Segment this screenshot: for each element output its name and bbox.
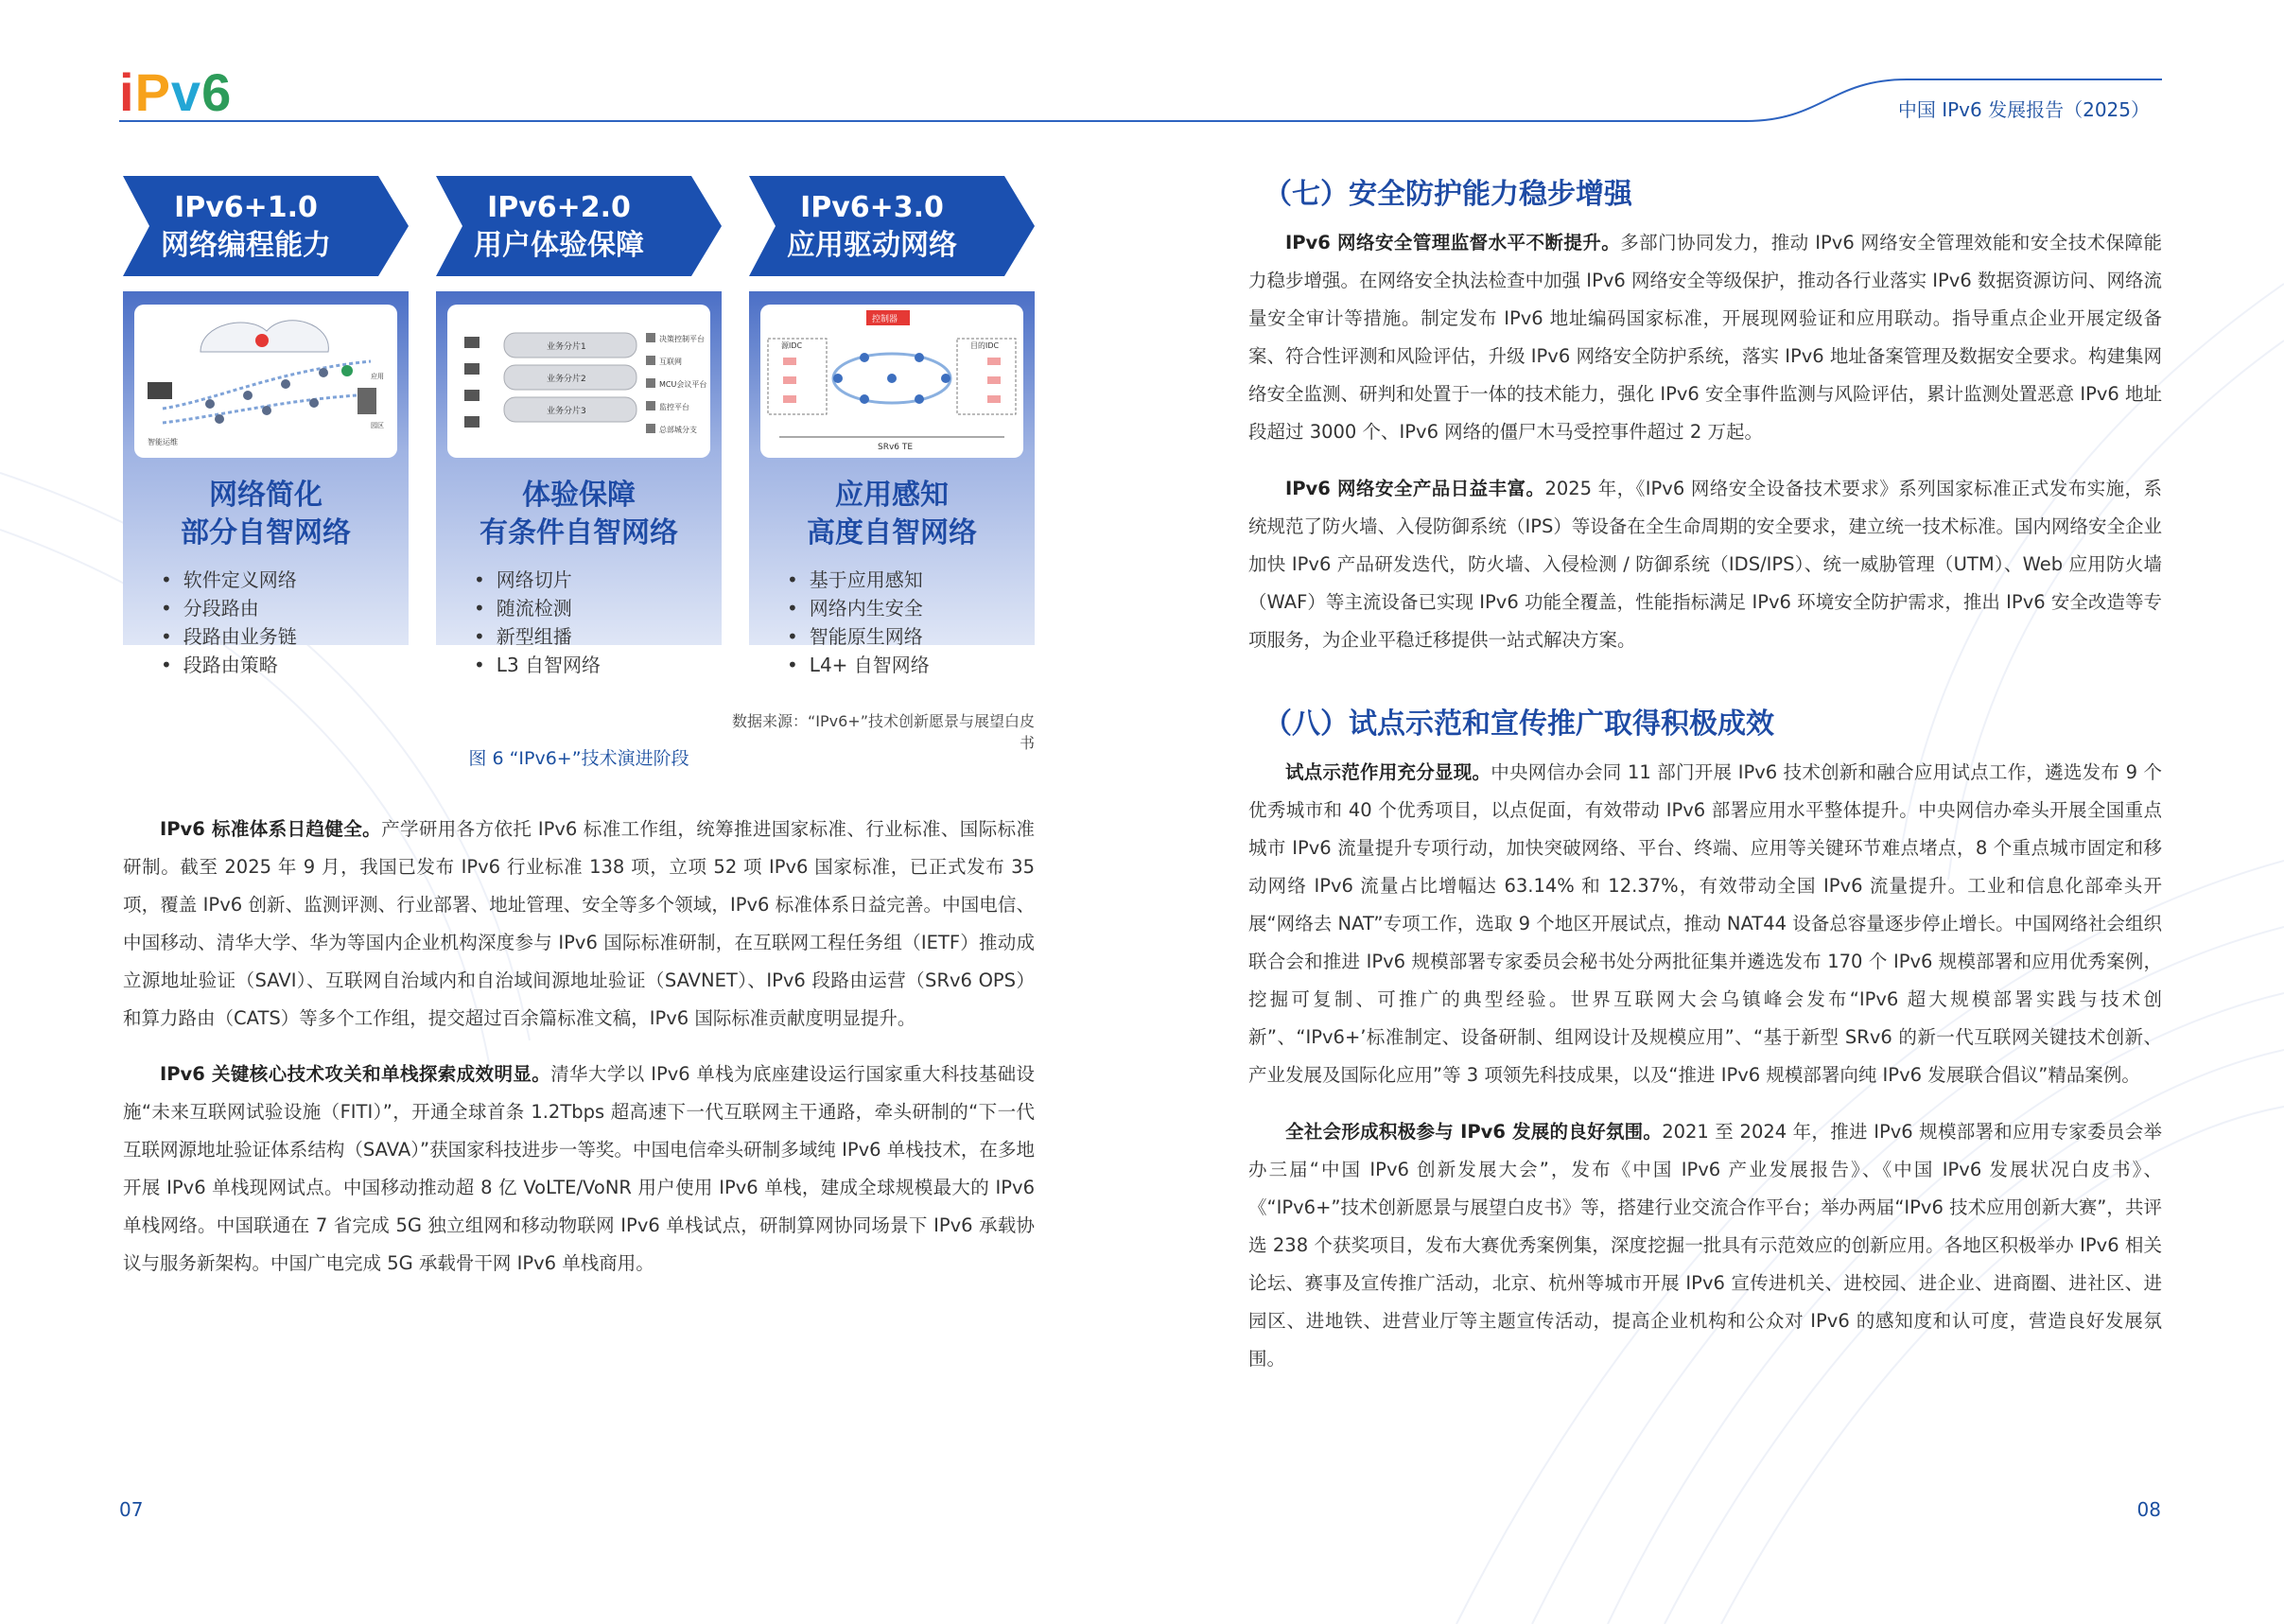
paragraph-lead: IPv6 标准体系日趋健全。 (160, 818, 382, 840)
paragraph-body: 2025 年，《IPv6 网络安全设备技术要求》系列国家标准正式发布实施，系统规范了防火墙、入侵防御系统（IPS）等设备在全生命周期的安全要求，建立统一技术标准。国内网络安全企业加快 IPv6 产品研发迭代，防火墙、入侵检测 / 防御系统（IDS/IPS）、统一威胁管理（UTM）、Web 应用防火墙（WAF）等主流设备已实现 IPv6 功能全覆盖，性能指标满足 IPv6 环境安全防护需求，推出 IPv6 安全改造等专项服务，为企业平稳迁移提供一站式解决方案。 (1248, 478, 2162, 651)
stage-subtitle: 部分自智网络 (181, 516, 351, 550)
slicing-diagram-image (447, 305, 710, 458)
paragraph-lead: IPv6 关键核心技术攻关和单栈探索成效明显。 (160, 1063, 551, 1085)
section-title: （八）试点示范和宣传推广取得积极成效 (1264, 707, 1774, 741)
figure-caption: 图 6 “IPv6+”技术演进阶段 (468, 748, 689, 769)
body-paragraph (1248, 754, 2162, 1094)
stage-title: 应用感知 (835, 479, 949, 512)
image-label: 控制器 (872, 315, 898, 324)
list-item: • 基于应用感知 (787, 566, 930, 594)
network-diagram-image (134, 305, 397, 458)
image-label: 业务分片2 (547, 375, 586, 384)
image-label: 总部城分支 (659, 426, 697, 434)
stage-feature-list (787, 566, 930, 679)
report-title: 中国 IPv6 发展报告（2025） (1897, 98, 2150, 121)
image-label: 园区 (371, 422, 384, 429)
paragraph-body: 多部门协同发力，推动 IPv6 网络安全管理效能和安全技术保障能力稳步增强。在网络安全执法检查中加强 IPv6 网络安全等级保护，推动各行业落实 IPv6 数据资源访问、网络流量安全审计等措施。制定发布 IPv6 地址编码国家标准，开展现网验证和应用联动。指导重点企业开展定级备案、符合性评测和风险评估，升级 IPv6 网络安全防护系统，落实 IPv6 地址备案管理及数据安全要求。构建集网络安全监测、研判和处置于一体的技术能力，强化 IPv6 安全事件监测与风险评估，累计监测处置恶意 IPv6 地址段超过 3000 个、IPv6 网络的僵尸木马受控事件超过 2 万起。 (1248, 232, 2162, 443)
list-item: • 段路由业务链 (161, 622, 297, 651)
stage-panel (123, 291, 409, 676)
stage-title: 网络简化 (209, 479, 323, 512)
paragraph-body: 产学研用各方依托 IPv6 标准工作组，统筹推进国家标准、行业标准、国际标准研制。截至 2025 年 9 月，我国已发布 IPv6 行业标准 138 项，立项 52 项 IPv6 国家标准，已正式发布 35 项，覆盖 IPv6 创新、监测评测、行业部署、地址管理、安全等多个领域，IPv6 标准体系日益完善。中国电信、中国移动、清华大学、华为等国内企业机构深度参与 IPv6 国际标准研制，在互联网工程任务组（IETF）推动成立源地址验证（SAVI）、互联网自治域内和自治域间源地址验证（SAVNET）、IPv6 段路由运营（SRv6 OPS）和算力路由（CATS）等多个工作组，提交超过百余篇标准文稿，IPv6 国际标准贡献度明显提升。 (123, 818, 1035, 1029)
stage-subtitle: 高度自智网络 (807, 516, 977, 550)
stage-capability: 用户体验保障 (474, 229, 644, 262)
stage-subtitle: 有条件自智网络 (479, 516, 678, 550)
image-label: 决策控制平台 (659, 335, 705, 343)
stage-panel (749, 291, 1035, 676)
image-label: 业务分片1 (547, 342, 586, 352)
page-number-left: 07 (119, 1498, 144, 1521)
list-item: • L3 自智网络 (474, 651, 601, 679)
image-label: 业务分片3 (547, 407, 586, 416)
list-item: • 网络切片 (474, 566, 601, 594)
stage-panel (436, 291, 722, 676)
section-title: （七）安全防护能力稳步增强 (1264, 178, 1632, 211)
list-item: • 新型组播 (474, 622, 601, 651)
paragraph-lead: 全社会形成积极参与 IPv6 发展的良好氛围。 (1285, 1121, 1663, 1143)
body-paragraph (1248, 224, 2162, 451)
image-label: 互联网 (659, 358, 682, 366)
paragraph-lead: IPv6 网络安全管理监督水平不断提升。 (1285, 232, 1621, 253)
image-label: MCU会议平台 (659, 380, 707, 389)
paragraph-lead: 试点示范作用充分显现。 (1285, 761, 1491, 783)
body-paragraph (1248, 1113, 2162, 1378)
image-label: 应用 (371, 373, 384, 380)
stage-capability: 网络编程能力 (161, 229, 331, 262)
image-label: 智能运维 (148, 438, 178, 446)
stage-feature-list (161, 566, 297, 679)
figure-source: 数据来源：“IPv6+”技术创新愿景与展望白皮书 (731, 712, 1035, 752)
list-item: • 智能原生网络 (787, 622, 930, 651)
body-paragraph (123, 811, 1035, 1038)
stage-capability: 应用驱动网络 (787, 229, 957, 262)
stage-version: IPv6+3.0 (800, 191, 944, 224)
page-number-right: 08 (2136, 1498, 2161, 1521)
list-item: • 分段路由 (161, 594, 297, 622)
image-label: 监控平台 (659, 403, 689, 411)
list-item: • 段路由策略 (161, 651, 297, 679)
list-item: • 随流检测 (474, 594, 601, 622)
image-label: SRv6 TE (878, 443, 914, 452)
list-item: • L4+ 自智网络 (787, 651, 930, 679)
srv6-diagram-image (760, 305, 1023, 458)
body-paragraph (123, 1056, 1035, 1283)
body-paragraph (1248, 470, 2162, 659)
stage-version: IPv6+2.0 (487, 191, 631, 224)
list-item: • 软件定义网络 (161, 566, 297, 594)
image-label: 源IDC (781, 341, 803, 350)
stage-feature-list (474, 566, 601, 679)
paragraph-body: 清华大学以 IPv6 单栈为底座建设运行国家重大科技基础设施“未来互联网试验设施（FITI）”，开通全球首条 1.2Tbps 超高速下一代互联网主干通路，牵头研制的“下一代互联网源地址验证体系结构（SAVA）”获国家科技进步一等奖。中国电信牵头研制多域纯 IPv6 单栈技术，在多地开展 IPv6 单栈现网试点。中国移动推动超 8 亿 VoLTE/VoNR 用户使用 IPv6 单栈，建成全球规模最大的 IPv6 单栈网络。中国联通在 7 省完成 5G 独立组网和移动物联网 IPv6 单栈试点，研制算网协同场景下 IPv6 承载协议与服务新架构。中国广电完成 5G 承载骨干网 IPv6 单栈商用。 (123, 1063, 1035, 1274)
stage-version: IPv6+1.0 (174, 191, 318, 224)
header-rule (119, 0, 2162, 132)
paragraph-body: 2021 至 2024 年，推进 IPv6 规模部署和应用专家委员会举办三届“中国 IPv6 创新发展大会”，发布《中国 IPv6 产业发展报告》、《中国 IPv6 发展状况白皮书》、《“IPv6+”技术创新愿景与展望白皮书》等，搭建行业交流合作平台；举办两届“IPv6 技术应用创新大赛”，共评选 238 个获奖项目，发布大赛优秀案例集，深度挖掘一批具有示范效应的创新应用。各地区积极举办 IPv6 相关论坛、赛事及宣传推广活动，北京、杭州等城市开展 IPv6 宣传进机关、进校园、进企业、进商圈、进社区、进园区、进地铁、进营业厅等主题宣传活动，提高企业机构和公众对 IPv6 的感知度和认可度，营造良好发展氛围。 (1248, 1121, 2163, 1370)
paragraph-body: 中央网信办会同 11 部门开展 IPv6 技术创新和融合应用试点工作，遴选发布 9 个优秀城市和 40 个优秀项目，以点促面，有效带动 IPv6 部署应用水平整体提升。中央网信办牵头开展全国重点城市 IPv6 流量提升专项行动，加快突破网络、平台、终端、应用等关键环节难点堵点，8 个重点城市固定和移动网络 IPv6 流量占比增幅达 63.14% 和 12.37%，有效带动全国 IPv6 流量提升。工业和信息化部牵头开展“网络去 NAT”专项工作，选取 9 个地区开展试点，推动 NAT44 设备总容量逐步停止增长。中国网络社会组织联合会和推进 IPv6 规模部署专家委员会秘书处分两批征集并遴选发布 170 个 IPv6 规模部署和应用优秀案例，挖掘可复制、可推广的典型经验。世界互联网大会乌镇峰会发布“IPv6 超大规模部署实践与技术创新”、“IPv6+’标准制定、设备研制、组网设计及规模应用”、“基于新型 SRv6 的新一代互联网关键技术创新、产业发展及国际化应用”等 3 项领先科技成果，以及“推进 IPv6 规模部署向纯 IPv6 发展联合倡议”精品案例。 (1248, 761, 2162, 1086)
list-item: • 网络内生安全 (787, 594, 930, 622)
paragraph-lead: IPv6 网络安全产品日益丰富。 (1285, 478, 1545, 499)
image-label: 目的IDC (970, 341, 1000, 350)
stage-title: 体验保障 (522, 479, 636, 512)
ipv6-logo: iPv6 (119, 62, 233, 122)
